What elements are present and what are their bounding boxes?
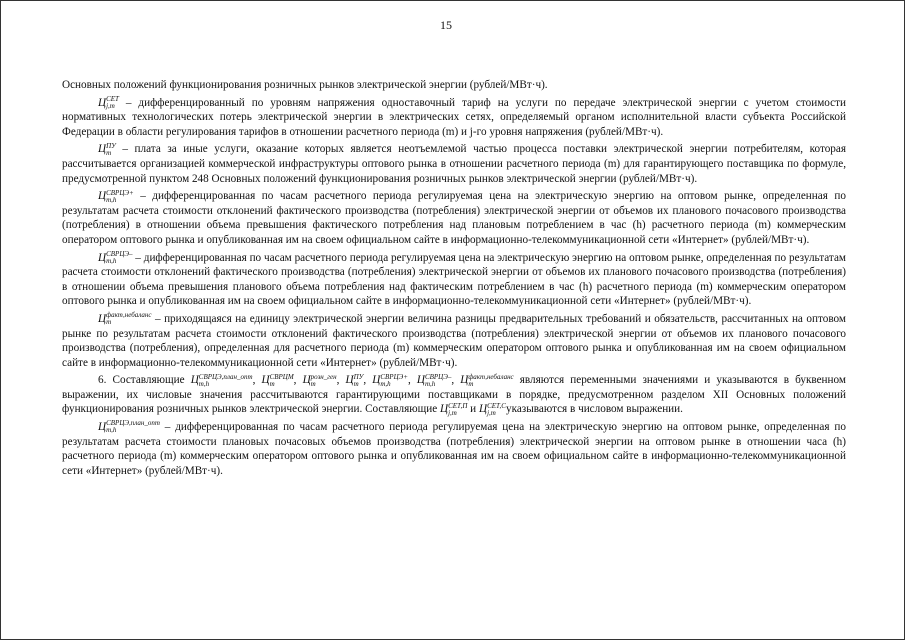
paragraph-4: [62, 251, 846, 309]
paragraph-text: – приходящаяся на единицу электрической энергии величина разницы предварительных требований и обязательств, рассчитанных на оптовом рынке по результатам расчета стоимости отклонений фактического производства (потребления) электрической энергии от объемов их планового почасового производства (потребления), определенная для расчетного периода (m) коммерческим оператором оптового рынка и опубликованная им на своем официальном сайте в информационно-телекоммуникационной сети «Интернет» (рублей/МВт·ч).: [62, 312, 846, 369]
item-6-lead: 6. Составляющие: [98, 374, 191, 387]
paragraph-text: Основных положений функционирования розничных рынков электрической энергии (рублей/МВт·ч).: [62, 79, 548, 91]
formula-symbol: Ц ПУ m: [345, 372, 364, 388]
paragraph-2: [62, 142, 846, 186]
item-6-text: являются переменными значениями и указываются в буквенном выражении, их числовые значения рассчитываются гарантирующими поставщиками в порядке, предусмотренном разделом XII Основных положений функционирования розничных рынков электрической энергии. Составляющие: [62, 374, 846, 416]
paragraph-text: – дифференцированная по часам расчетного периода регулируемая цена на электрическую энергию на оптовом рынке, определенная по результатам расчета стоимости отклонений фактического производства (потребления) электрической энергии от объемов их планового почасового производства (потребления) в отношении объема превышения планового объема потребления над фактическим потреблением в час (h) расчетного периода (m) коммерческим оператором оптового рынка и опубликованная им на своем официальном сайте в информационно-телекоммуникационной сети «Интернет» (рублей/МВт·ч).: [62, 251, 846, 308]
paragraph-5: [62, 312, 846, 370]
formula-symbol: Ц СЕТ j,m: [98, 95, 119, 111]
item-6-tail: указываются в числовом выражении.: [505, 403, 683, 416]
page-number: 15: [440, 18, 452, 32]
formula-symbol: Ц СВРЦЭ,план_опт m,h: [190, 372, 253, 388]
formula-symbol: Ц факт,небаланс m: [98, 311, 152, 327]
formula-symbol: Ц СВРЦЭ– m,h: [98, 249, 133, 265]
formula-symbol: Ц СВРЦЭ+ m,h: [98, 188, 134, 204]
paragraph-3: [62, 189, 846, 247]
paragraph-text: – плата за иные услуги, оказание которых является неотъемлемой частью процесса поставки электрической энергии потребителям, которая рассчитывается организацией коммерческой инфраструктуры оптового рынка в отношении расчетного периода (m) для гарантирующего поставщика по формуле, предусмотренной пунктом 248 Основных положений функционирования розничных рынков электрической энергии (рублей/МВт·ч).: [62, 143, 846, 185]
formula-symbol: Ц СЕТ,П j,m: [439, 401, 468, 417]
formula-symbol: Ц ПУ m: [98, 141, 116, 157]
paragraph-text: – дифференцированный по уровням напряжения одноставочный тариф на услуги по передаче электрической энергии с учетом стоимости нормативных технологических потерь электрической энергии в электрических сетях, определяемый органом исполнительной власти субъекта Российской Федерации в области регулирования тарифов в отношении расчетного периода (m) и j-го уровня напряжения (рублей/МВт·ч).: [62, 96, 846, 138]
formula-symbol: Ц СЕТ,С j,m: [478, 401, 506, 417]
formula-symbol: Ц СВРЦМ m: [261, 372, 294, 388]
formula-symbol: Ц розн_ген m: [302, 372, 337, 388]
paragraph-text: – дифференцированная по часам расчетного периода регулируемая цена на электрическую энергию на оптовом рынке, определенная по результатам расчета стоимости отклонений фактического производства (потребления) электрической энергии от объемов их планового почасового производства (потребления) в отношении объема превышения фактического потребления над плановым потреблением в час (h) расчетного периода (m) коммерческим оператором оптового рынка и опубликованная им на своем официальном сайте в информационно-телекоммуникационной сети «Интернет» (рублей/МВт·ч).: [62, 190, 846, 246]
paragraph-0: [62, 78, 846, 93]
formula-symbol: Ц факт,небаланс m: [460, 372, 514, 388]
formula-symbol: Ц СВРЦЭ– m,h: [416, 372, 452, 388]
item-6-conjunction: и: [467, 403, 479, 416]
paragraph-1: [62, 96, 846, 140]
paragraph-last: [62, 420, 846, 478]
formula-symbol: Ц СВРЦЭ,план_опт m,h: [98, 419, 160, 435]
item-6-paragraph: 6. Составляющие Ц СВРЦЭ,план_опт m,h , Ц СВРЦМ m , Ц розн_ген m , Ц ПУ m , Ц СВРЦЭ+ m,h , Ц СВРЦЭ– m,h , Ц факт,небаланс m являются переменными значениями и указываются в буквенном выражении, их числовые значения рассчитываются гарантирующими поставщиками в порядке, предусмотренном разделом XII Основных положений функционирования розничных рынков электрической энергии. Составляющие Ц СЕТ,П j,m и Ц СЕТ,С j,m указываются в числовом выражении.: [62, 372, 846, 417]
document-body: [62, 78, 846, 481]
formula-symbol: Ц СВРЦЭ+ m,h: [372, 372, 408, 388]
paragraph-text: – дифференцированная по часам расчетного периода регулируемая цена на электрическую энергию на оптовом рынке, определенная по результатам расчета стоимости плановых почасовых объемов производства (потребления) электрической энергии на оптовом рынке в отношении часа (h) расчетного периода (m) коммерческим оператором оптового рынка и опубликованная им на своем официальном сайте в информационно-телекоммуникационной сети «Интернет» (рублей/МВт·ч).: [62, 421, 846, 477]
